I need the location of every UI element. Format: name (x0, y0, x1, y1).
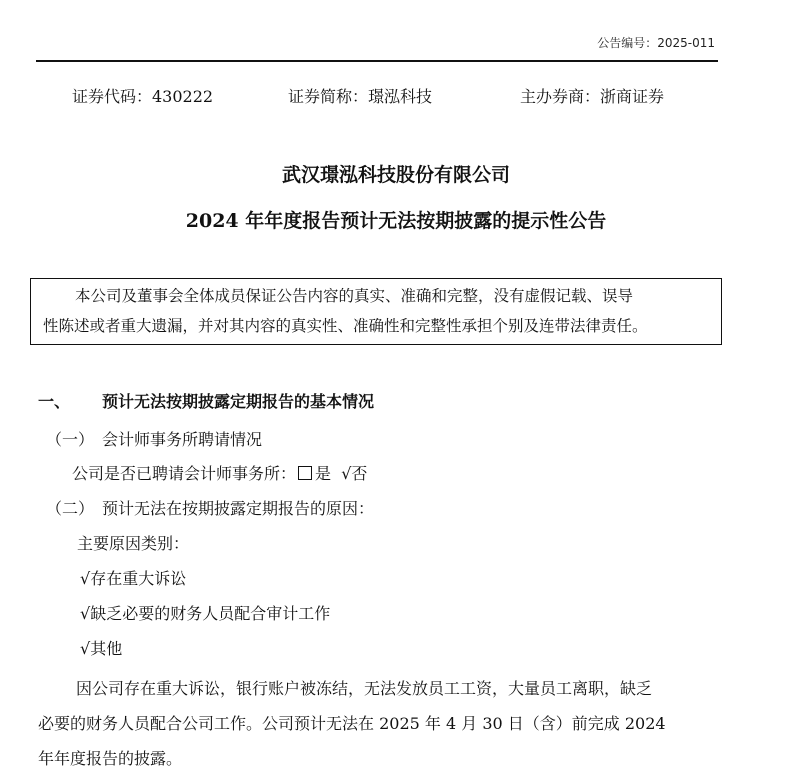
check-mark-icon: √ (80, 639, 91, 658)
auditor-hire-question (72, 461, 367, 484)
check-mark-icon: √ (341, 464, 352, 483)
reason-category-title: 主要原因类别： (77, 534, 190, 553)
reason-label: 其他 (90, 639, 123, 658)
reason-item (80, 601, 330, 624)
announcement-number: 公告编号：2025-011 (597, 36, 715, 50)
notice-line-1: 本公司及董事会全体成员保证公告内容的真实、准确和完整，没有虚假记载、误导 (75, 287, 634, 305)
reason-item (80, 566, 186, 589)
explanation-line-2: 必要的财务人员配合公司工作。公司预计无法在 2025 年 4 月 30 日（含）前完成 2024 (38, 714, 666, 733)
subsection-1-heading (46, 427, 262, 450)
announcement-title: 2024 年年度报告预计无法按期披露的提示性公告 (185, 210, 607, 232)
sponsor-broker: 主办券商：浙商证券 (520, 87, 665, 106)
securities-abbreviation: 证券简称：璟泓科技 (288, 87, 433, 106)
reason-label: 存在重大诉讼 (90, 569, 187, 588)
subsection-2-title: 预计无法在按期披露定期报告的原因： (102, 499, 375, 518)
check-mark-icon: √ (80, 604, 91, 623)
board-guarantee-notice (30, 278, 722, 345)
company-name: 武汉璟泓科技股份有限公司 (281, 164, 510, 186)
reason-explanation (38, 671, 728, 776)
securities-info-row (0, 84, 792, 108)
explanation-line-1: 因公司存在重大诉讼，银行账户被冻结，无法发放员工工资，大量员工离职，缺乏 (76, 679, 653, 698)
section-1-number: 一、 (38, 392, 71, 411)
option-yes-label: 是 (315, 464, 332, 483)
option-no-label: 否 (351, 464, 368, 483)
subsection-2-number: （二） (46, 499, 95, 518)
reason-label: 缺乏必要的财务人员配合审计工作 (90, 604, 331, 623)
auditor-hire-question-text: 公司是否已聘请会计师事务所： (72, 464, 297, 483)
subsection-2-heading (46, 496, 374, 519)
explanation-line-3: 年年度报告的披露。 (38, 749, 183, 768)
section-1-title: 预计无法按期披露定期报告的基本情况 (102, 392, 375, 411)
subsection-1-number: （一） (46, 430, 95, 449)
section-1-heading (38, 389, 374, 412)
subsection-1-title: 会计师事务所聘请情况 (102, 430, 263, 449)
unchecked-box-icon (298, 466, 312, 480)
header-rule (36, 60, 718, 62)
notice-line-2: 性陈述或者重大遗漏，并对其内容的真实性、准确性和完整性承担个别及连带法律责任。 (43, 317, 648, 335)
securities-code: 证券代码：430222 (72, 87, 214, 106)
check-mark-icon: √ (80, 569, 91, 588)
reason-item (80, 636, 122, 659)
